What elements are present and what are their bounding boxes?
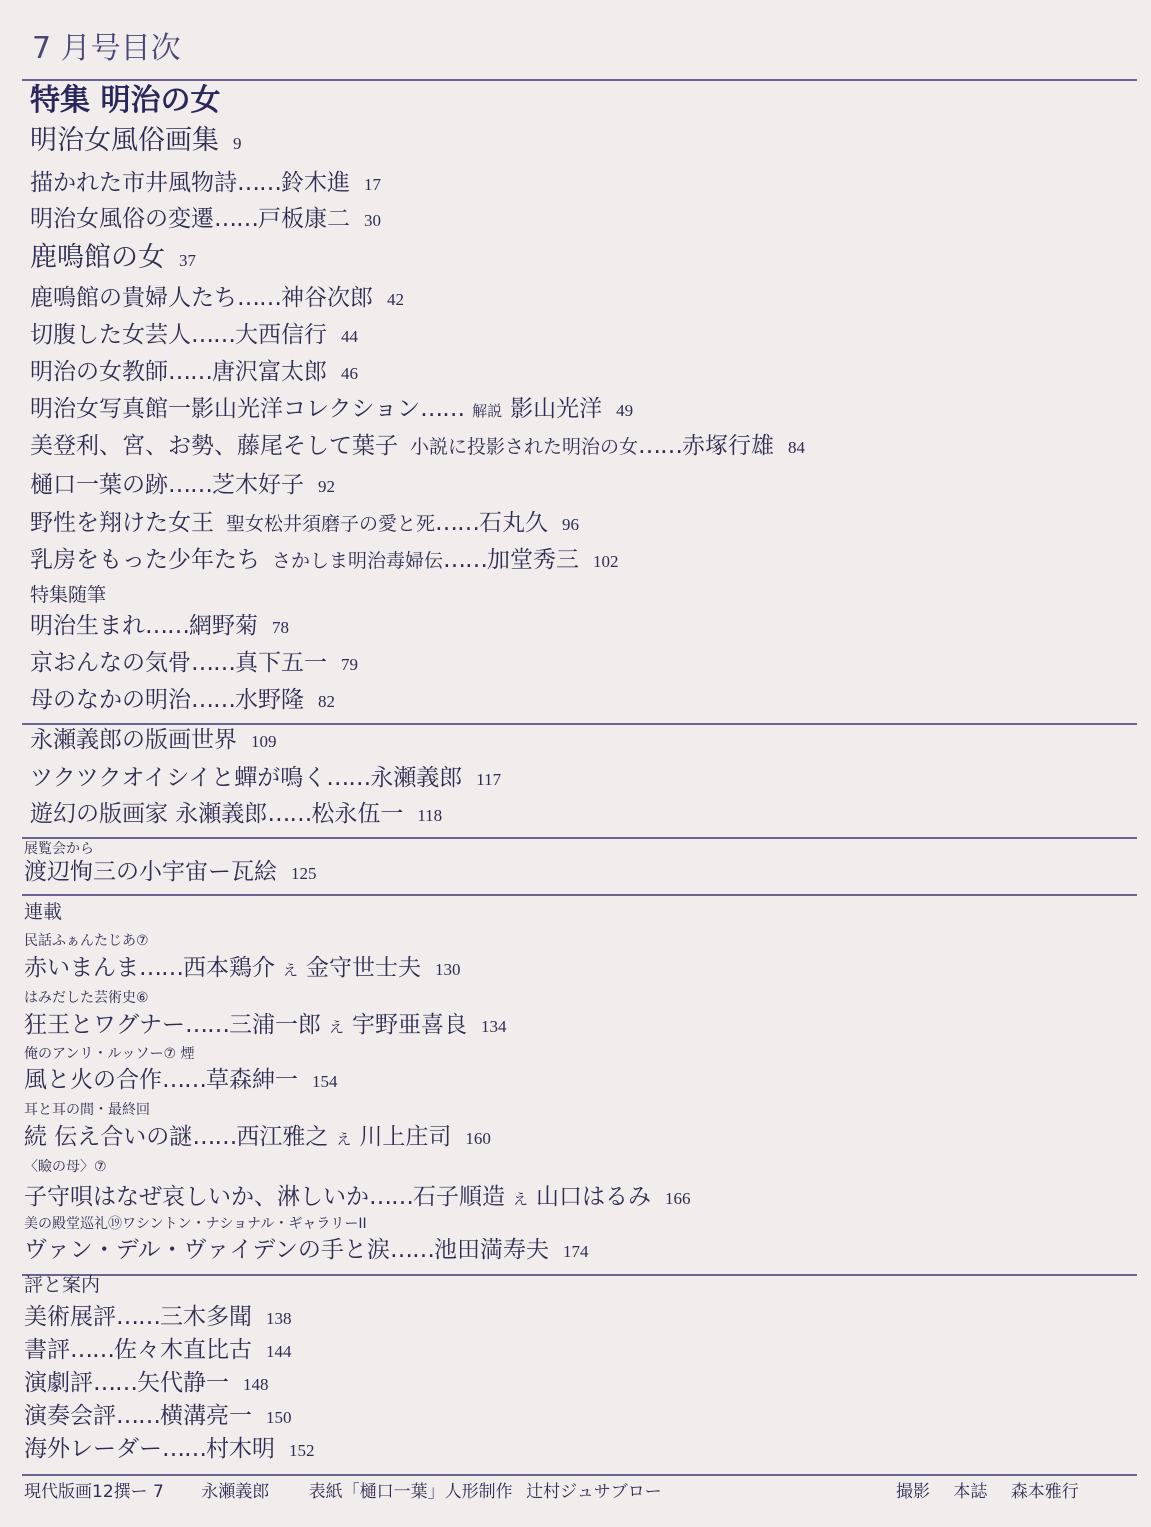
entry-author: 西江雅之	[236, 1124, 329, 1150]
leader-dots: ……	[191, 687, 235, 713]
entry-subtitle: 聖女松井須磨子の愛と死	[226, 513, 436, 535]
page-number: 152	[289, 1441, 315, 1460]
entry-author: 水野隆	[235, 687, 304, 713]
entry-title: 切腹した女芸人	[30, 322, 191, 348]
leader-dots: ……	[145, 613, 189, 639]
entry-title: 明治女風俗画集	[30, 125, 219, 156]
entry-title: 渡辺恂三の小宇宙ー瓦絵	[24, 859, 277, 885]
toc-entry	[30, 512, 579, 535]
leader-dots: ……	[93, 1370, 137, 1396]
leader-dots: ……	[237, 285, 281, 311]
entry-title: 鹿鳴館の貴婦人たち	[30, 285, 237, 311]
leader-dots: ……	[162, 1436, 206, 1462]
section-label: 展覧会から	[24, 841, 94, 857]
divider	[22, 79, 1137, 81]
entry-author: 真下五一	[235, 650, 327, 676]
toc-entry	[24, 1014, 507, 1037]
page-number: 144	[266, 1342, 292, 1361]
toc-entry	[30, 435, 805, 458]
cover-credit: 表紙「樋口一葉」人形制作	[308, 1482, 513, 1502]
leader-dots: ……	[168, 472, 212, 498]
photographer: 森本雅行	[1010, 1482, 1079, 1502]
cover-print-credit: 現代版画12撰ー 7	[24, 1482, 164, 1502]
page-number: 82	[318, 692, 335, 711]
series-label: 耳と耳の間・最終回	[24, 1102, 150, 1118]
toc-entry	[30, 615, 289, 638]
entry-author: 影山光洋	[510, 396, 603, 422]
entry-title: ヴァン・デル・ヴァイデンの手と涙	[24, 1237, 390, 1263]
page-number: 49	[616, 401, 634, 420]
page-number: 148	[243, 1375, 269, 1394]
series-label: 民話ふぁんたじあ⑦	[24, 933, 149, 949]
leader-dots: ……	[162, 1067, 206, 1093]
divider	[22, 723, 1137, 725]
entry-title: 狂王とワグナー	[24, 1012, 185, 1038]
entry-title: 鹿鳴館の女	[30, 242, 165, 273]
toc-entry	[24, 1306, 292, 1329]
illustrator-label: え	[513, 1190, 529, 1208]
illustrator-label: え	[336, 1130, 352, 1148]
entry-subtitle: 小説に投影された明治の女	[410, 436, 639, 458]
page-number: 109	[251, 732, 277, 751]
toc-entry	[30, 767, 501, 790]
leader-dots: ……	[326, 765, 371, 791]
entry-author: 鈴木進	[281, 170, 350, 196]
leader-dots: ……	[191, 650, 235, 676]
toc-entry	[24, 1186, 691, 1209]
leader-dots: ……	[185, 1012, 229, 1038]
page-number: 134	[481, 1017, 507, 1036]
toc-entry	[30, 287, 404, 310]
entry-author: 神谷次郎	[281, 285, 373, 311]
toc-entry	[30, 208, 381, 231]
page-number: 44	[341, 327, 358, 346]
page-number: 46	[341, 364, 358, 383]
toc-entry	[30, 549, 619, 572]
leader-dots: ……	[369, 1184, 413, 1210]
entry-title: 美術展評	[24, 1304, 116, 1330]
entry-author: 芝木好子	[212, 472, 304, 498]
leader-dots: ……	[237, 170, 281, 196]
entry-author: 佐々木直比古	[114, 1337, 252, 1363]
page-title: 7 月号目次	[32, 31, 181, 66]
entry-illustrator: 川上庄司	[359, 1124, 452, 1150]
entry-author: 村木明	[206, 1436, 275, 1462]
entry-author: 三浦一郎	[229, 1012, 321, 1038]
page-number: 154	[312, 1072, 338, 1091]
entry-author: 西本鶏介	[183, 955, 275, 981]
entry-title: 遊幻の版画家 永瀬義郎	[30, 801, 268, 827]
illustrator-label: え	[329, 1018, 345, 1036]
entry-author: 横溝亮一	[160, 1403, 252, 1429]
series-label: 〈瞼の母〉⑦	[24, 1159, 107, 1175]
entry-title: 京おんなの気骨	[30, 650, 191, 676]
toc-entry	[24, 1372, 269, 1395]
toc-entry	[30, 172, 381, 195]
photo-org: 本誌	[953, 1482, 988, 1502]
toc-entry	[24, 1239, 588, 1262]
page-number: 118	[417, 806, 443, 825]
commentary-label: 解説	[472, 402, 503, 420]
entry-author: 三木多聞	[160, 1304, 252, 1330]
entry-author: 網野菊	[189, 613, 258, 639]
page-number: 17	[364, 175, 381, 194]
entry-author: 唐沢富太郎	[212, 359, 327, 385]
entry-author: 永瀬義郎	[370, 765, 463, 791]
entry-title: 書評	[24, 1337, 70, 1363]
divider	[22, 837, 1137, 839]
entry-title: 美登利、宮、お勢、藤尾そして葉子	[30, 433, 398, 459]
entry-author: 松永伍一	[311, 801, 404, 827]
page-number: 130	[435, 960, 461, 979]
entry-title: 乳房をもった少年たち	[30, 547, 260, 573]
entry-title: 明治女風俗の変遷	[30, 206, 214, 232]
entry-author: 戸板康二	[258, 206, 350, 232]
entry-title: 海外レーダー	[24, 1436, 162, 1462]
entry-title: 樋口一葉の跡	[30, 472, 168, 498]
entry-author: 石子順造	[413, 1184, 505, 1210]
leader-dots: ……	[638, 433, 683, 459]
leader-dots: ……	[420, 396, 465, 422]
toc-entry	[24, 1438, 315, 1461]
page-number: 42	[387, 290, 404, 309]
section-label: 連載	[24, 901, 63, 923]
toc-entry	[24, 957, 461, 980]
section-label: 特集随筆	[30, 584, 107, 606]
entry-title: 描かれた市井風物詩	[30, 170, 237, 196]
illustrator-label: え	[283, 961, 299, 979]
entry-illustrator: 山口はるみ	[536, 1184, 652, 1210]
page-number: 79	[341, 655, 358, 674]
toc-entry	[30, 361, 358, 384]
entry-author: 大西信行	[235, 322, 327, 348]
page-number: 37	[179, 251, 196, 270]
leader-dots: ……	[116, 1304, 160, 1330]
page-number: 166	[665, 1189, 691, 1208]
page-number: 117	[476, 770, 502, 789]
entry-title: 子守唄はなぜ哀しいか、淋しいか	[24, 1184, 369, 1210]
toc-entry	[30, 729, 277, 752]
entry-author: 池田満寿夫	[433, 1237, 549, 1263]
photo-label: 撮影	[896, 1482, 930, 1502]
leader-dots: ……	[267, 801, 312, 827]
toc-entry	[24, 861, 317, 884]
leader-dots: ……	[70, 1337, 114, 1363]
entry-author: 石丸久	[479, 510, 549, 536]
series-label: 美の殿堂巡礼⑲ワシントン・ナショナル・ギャラリーII	[24, 1216, 367, 1232]
leader-dots: ……	[389, 1237, 434, 1263]
entry-title: 明治女写真館一影山光洋コレクション	[30, 396, 421, 422]
leader-dots: ……	[168, 359, 212, 385]
divider	[22, 1474, 1137, 1476]
series-label: 俺のアンリ・ルッソー⑦ 煙	[24, 1046, 195, 1062]
toc-entry	[30, 398, 633, 421]
toc-entry	[30, 244, 196, 271]
page-number: 160	[465, 1129, 491, 1148]
page-number: 78	[272, 618, 289, 637]
series-label: はみだした芸術史⑥	[24, 990, 149, 1006]
page-number: 9	[233, 134, 242, 153]
entry-subtitle: さかしま明治毒婦伝	[272, 550, 444, 572]
entry-illustrator: 宇野亜喜良	[352, 1012, 468, 1038]
toc-entry	[30, 803, 442, 826]
entry-title: 永瀬義郎の版画世界	[30, 727, 237, 753]
entry-title: 演劇評	[24, 1370, 93, 1396]
toc-entry	[24, 1126, 491, 1149]
leader-dots: ……	[139, 955, 183, 981]
cover-print-artist: 永瀬義郎	[201, 1482, 270, 1502]
entry-title: ツクツクオイシイと蟬が鳴く	[30, 765, 327, 791]
page-number: 30	[364, 211, 381, 230]
toc-entry	[30, 127, 242, 154]
page-number: 125	[291, 864, 317, 883]
toc-entry	[30, 324, 358, 347]
entry-author: 草森紳一	[206, 1067, 298, 1093]
entry-title: 明治生まれ	[30, 613, 145, 639]
entry-title: 続 伝え合いの謎	[24, 1124, 193, 1150]
page-number: 92	[318, 477, 335, 496]
entry-title: 明治の女教師	[30, 359, 168, 385]
toc-entry	[30, 474, 335, 497]
toc-entry	[30, 689, 335, 712]
feature-heading: 特集 明治の女	[30, 83, 221, 118]
page-number: 84	[788, 438, 806, 457]
leader-dots: ……	[191, 322, 235, 348]
leader-dots: ……	[116, 1403, 160, 1429]
entry-title: 赤いまんま	[24, 955, 139, 981]
leader-dots: ……	[435, 510, 480, 536]
entry-title: 風と火の合作	[24, 1067, 162, 1093]
leader-dots: ……	[192, 1124, 237, 1150]
toc-entry	[24, 1069, 338, 1092]
page-number: 138	[266, 1309, 292, 1328]
entry-title: 演奏会評	[24, 1403, 116, 1429]
entry-author: 赤塚行雄	[682, 433, 775, 459]
entry-author: 加堂秀三	[487, 547, 580, 573]
section-label: 評と案内	[24, 1274, 101, 1296]
page-number: 150	[266, 1408, 292, 1427]
entry-title: 野性を翔けた女王	[30, 510, 214, 536]
divider	[22, 1274, 1137, 1276]
page-number: 96	[562, 515, 580, 534]
leader-dots: ……	[214, 206, 258, 232]
entry-title: 母のなかの明治	[30, 687, 191, 713]
toc-entry	[24, 1339, 292, 1362]
divider	[22, 894, 1137, 896]
page-number: 102	[593, 552, 619, 571]
cover-maker: 辻村ジュサブロー	[526, 1482, 662, 1502]
entry-author: 矢代静一	[137, 1370, 229, 1396]
entry-illustrator: 金守世士夫	[306, 955, 422, 981]
toc-entry	[24, 1405, 292, 1428]
toc-entry	[30, 652, 358, 675]
leader-dots: ……	[443, 547, 488, 573]
page-number: 174	[562, 1242, 589, 1261]
footer-credits	[24, 1484, 662, 1501]
photo-credits	[896, 1484, 1079, 1501]
